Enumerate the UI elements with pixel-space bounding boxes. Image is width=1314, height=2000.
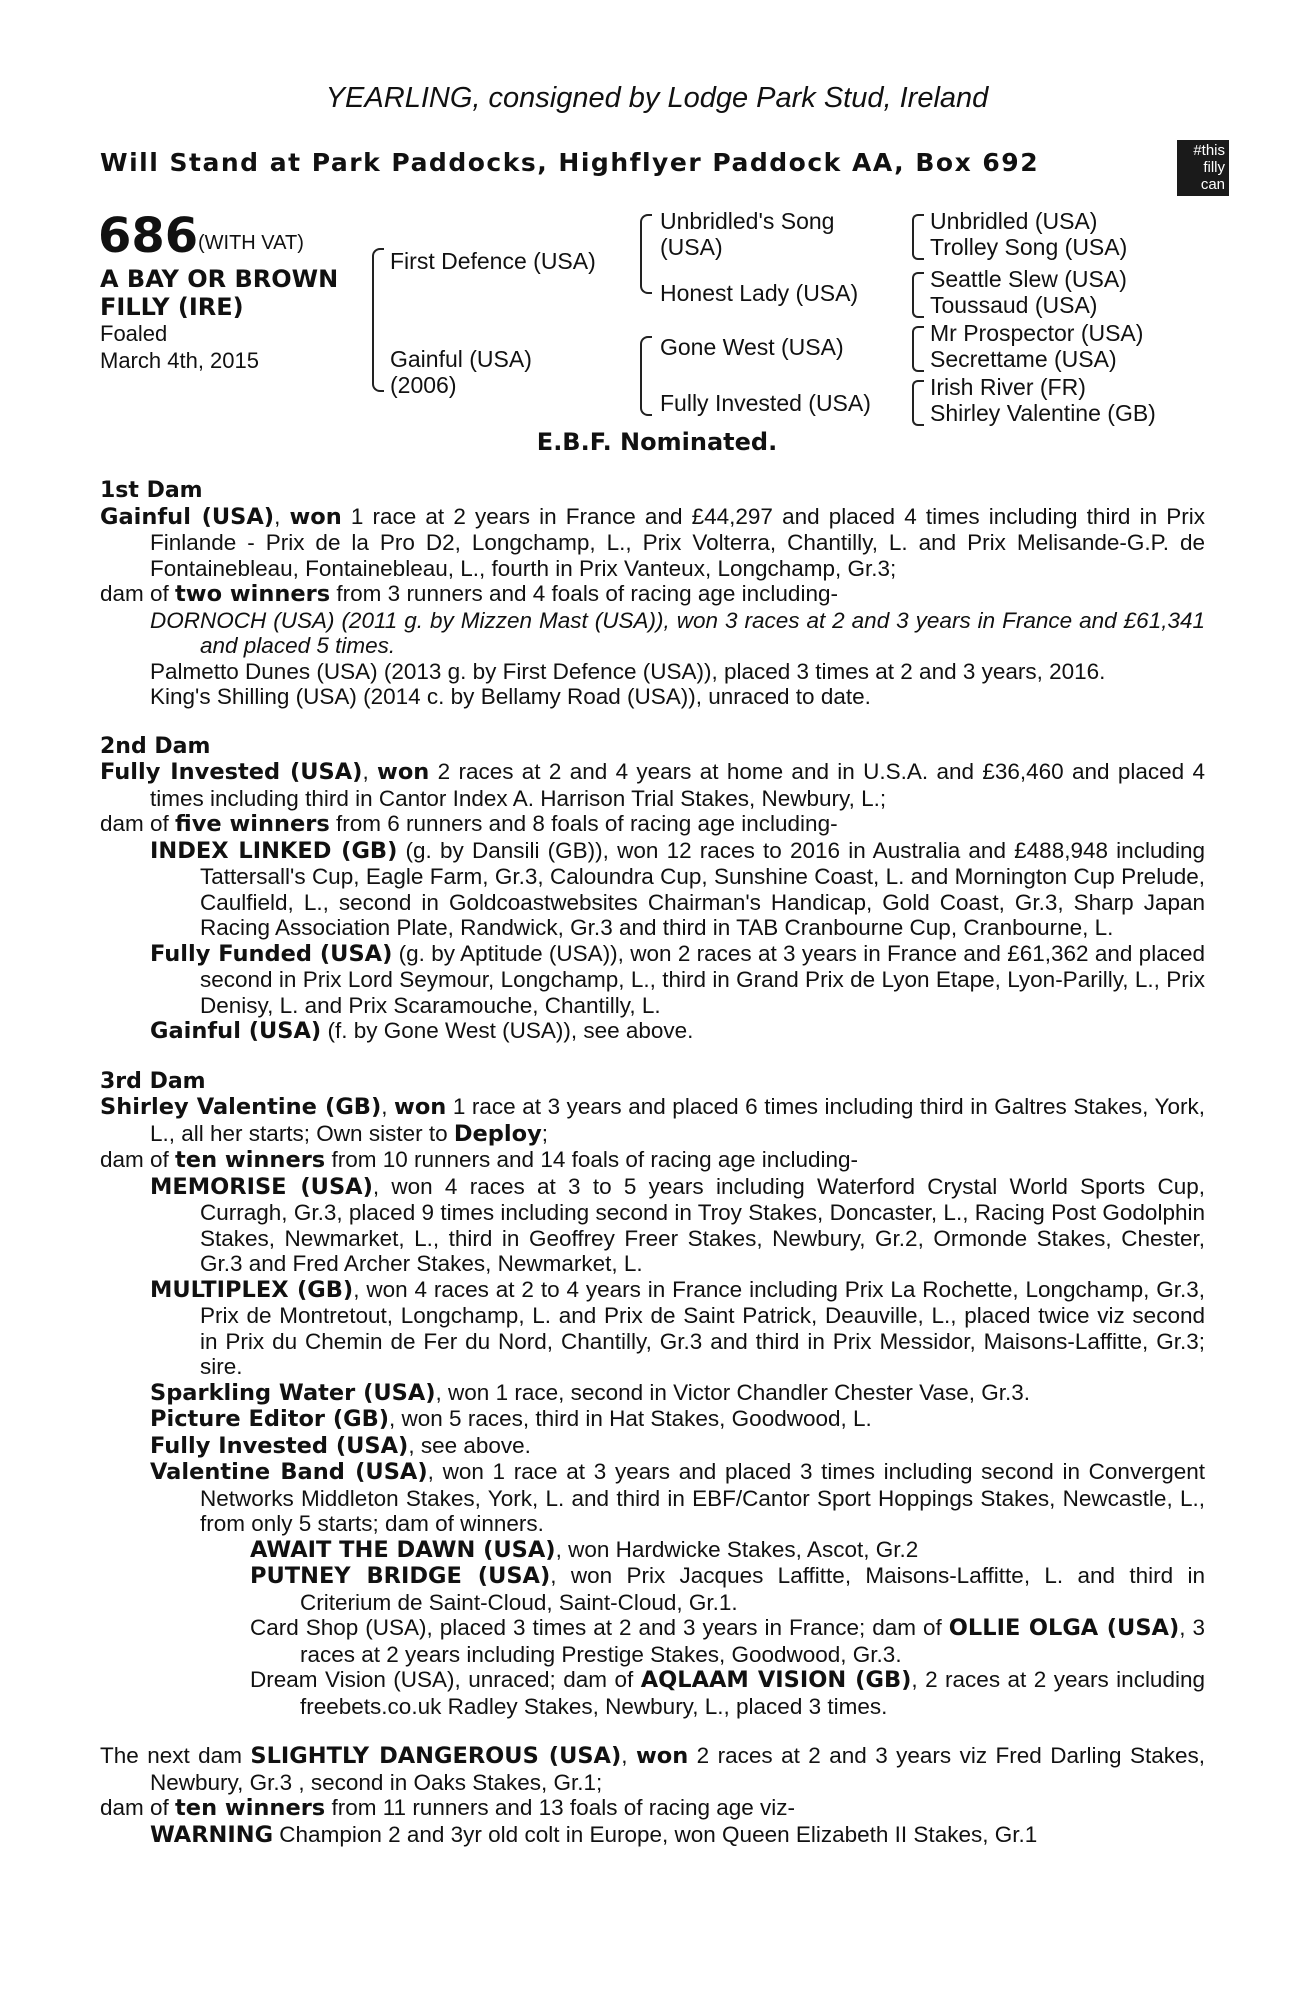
grandfoal-entry: Card Shop (USA), placed 3 times at 2 and 3 years in France; dam of OLLIE OLGA (USA), 3 races at 2 years including Prestige Stakes, Goodwood, Gr.3. xyxy=(250,1615,1205,1667)
next-dam-record: The next dam SLIGHTLY DANGEROUS (USA), won 2 races at 2 and 3 years viz Fred Darling Stakes, Newbury, Gr.3 , second in Oaks Stakes, Gr.1; xyxy=(100,1743,1206,1795)
grandfoal-entry: PUTNEY BRIDGE (USA), won Prix Jacques Laffitte, Maisons-Laffitte, L. and third in Criterium de Saint-Cloud, Saint-Cloud, Gr.1. xyxy=(250,1563,1205,1615)
sale-header: YEARLING, consigned by Lodge Park Stud, Ireland xyxy=(325,82,989,114)
sire-dam-dam: Toussaud (USA) xyxy=(930,292,1098,318)
foal-entry: INDEX LINKED (GB) (g. by Dansili (GB)), won 12 races to 2016 in Australia and £488,948 including Tattersall's Cup, Eagle Farm, Gr.3, Caloundra Cup, Sunshine Coast, L. and Mornington Cup Prelude, Caulfield, L., second in Goldcoastwebsites Chairman's Handicap, Gold Coast, Gr.3, Sharp Japan Racing Association Plate, Randwick, Gr.3 and third in TAB Cranbourne Cup, Cranbourne, L. xyxy=(150,837,1205,940)
sire-sire-sire: Unbridled (USA) xyxy=(930,208,1098,234)
second-dam-heading: 2nd Dam xyxy=(100,733,211,759)
foal-entry: Palmetto Dunes (USA) (2013 g. by First Defence (USA)), placed 3 times at 2 and 3 years, 2016. xyxy=(150,658,1106,684)
foal-entry: DORNOCH (USA) (2011 g. by Mizzen Mast (USA)), won 3 races at 2 and 3 years in France and £61,341 and placed 5 times. xyxy=(150,607,1205,658)
grandfoal-entry: AWAIT THE DAWN (USA), won Hardwicke Stakes, Ascot, Gr.2 xyxy=(250,1536,919,1563)
grandfoal-entry: Dream Vision (USA), unraced; dam of AQLAAM VISION (GB), 2 races at 2 years including freebets.co.uk Radley Stakes, Newbury, L., placed 3 times. xyxy=(250,1667,1205,1719)
dam-sire: Gone West (USA) xyxy=(660,334,844,360)
second-dam-produce: dam of five winners from 6 runners and 8 foals of racing age including- xyxy=(100,811,838,837)
foal-entry: WARNING Champion 2 and 3yr old colt in Europe, won Queen Elizabeth II Stakes, Gr.1 xyxy=(150,1821,1038,1848)
stand-location: Will Stand at Park Paddocks, Highflyer Paddock AA, Box 692 xyxy=(100,148,1040,177)
foal-entry: MEMORISE (USA), won 4 races at 3 to 5 years including Waterford Crystal World Sports Cup, Curragh, Gr.3, placed 9 times including second in Troy Stakes, Doncaster, L., Racing Post Godolphin Stakes, Newmarket, L., third in Geoffrey Freer Stakes, Newbury, Gr.2, Ormonde Stakes, Chester, Gr.3 and Fred Archer Stakes, Newmarket, L. xyxy=(150,1173,1205,1276)
brace xyxy=(640,214,652,294)
dam-sire-dam: Secrettame (USA) xyxy=(930,346,1117,372)
brace xyxy=(912,380,924,426)
brace xyxy=(912,272,924,318)
sire-sire: Unbridled's Song (USA) xyxy=(660,208,835,260)
dam-dam-dam: Shirley Valentine (GB) xyxy=(930,400,1156,426)
catalogue-body xyxy=(100,478,1205,1848)
first-dam-record: Gainful (USA), won 1 race at 2 years in France and £44,297 and placed 4 times including third in Prix Finlande - Prix de la Pro D2, Longchamp, L., Prix Volterra, Chantilly, L. and Prix Melisande-G.P. de Fontainebleau, Fontainebleau, L., fourth in Prix Vanteux, Longchamp, Gr.3; xyxy=(100,503,1205,581)
foal-entry: Fully Invested (USA), see above. xyxy=(150,1432,531,1459)
this-filly-can-logo: #this filly can xyxy=(1177,140,1229,196)
sire: First Defence (USA) xyxy=(390,248,596,274)
dam-dam-sire: Irish River (FR) xyxy=(930,374,1086,400)
first-dam-heading: 1st Dam xyxy=(100,478,203,503)
sire-sire-dam: Trolley Song (USA) xyxy=(930,234,1128,260)
brace xyxy=(912,214,924,260)
foal-entry: Fully Funded (USA) (g. by Aptitude (USA)), won 2 races at 3 years in France and £61,362 and placed second in Prix Lord Seymour, Longchamp, L., third in Grand Prix de Lyon Etape, Lyon-Parilly, L., Prix Denisy, L. and Prix Scaramouche, Chantilly, L. xyxy=(150,940,1205,1018)
third-dam-heading: 3rd Dam xyxy=(100,1068,206,1094)
brace xyxy=(912,326,924,372)
dam: Gainful (USA) xyxy=(390,346,532,372)
foal-entry: MULTIPLEX (GB), won 4 races at 2 to 4 years in France including Prix La Rochette, Longchamp, Gr.3, Prix de Montretout, Longchamp, L. and Prix de Saint Patrick, Deauville, L., placed twice viz second in Prix du Chemin de Fer du Nord, Chantilly, Gr.3 and third in Prix Messidor, Maisons-Laffitte, Gr.3; sire. xyxy=(150,1276,1205,1379)
brace xyxy=(640,336,652,416)
foal-entry: King's Shilling (USA) (2014 c. by Bellamy Road (USA)), unraced to date. xyxy=(150,684,871,709)
dam-year: (2006) xyxy=(390,372,457,398)
third-dam-record: Shirley Valentine (GB), won 1 race at 3 years and placed 6 times including third in Galtres Stakes, York, L., all her starts; Own sister to Deploy; xyxy=(100,1094,1205,1147)
ebf-nomination: E.B.F. Nominated. xyxy=(536,428,778,456)
lot-description: A BAY OR BROWN FILLY (IRE) xyxy=(100,265,339,321)
dam-dam: Fully Invested (USA) xyxy=(660,390,871,416)
sire-dam-sire: Seattle Slew (USA) xyxy=(930,266,1127,292)
vat-note: (WITH VAT) xyxy=(198,232,304,254)
dam-sire-sire: Mr Prospector (USA) xyxy=(930,320,1144,346)
foal-entry: Picture Editor (GB), won 5 races, third in Hat Stakes, Goodwood, L. xyxy=(150,1406,872,1432)
foal-entry: Valentine Band (USA), won 1 race at 3 years and placed 3 times including second in Convergent Networks Middleton Stakes, York, L. and third in EBF/Cantor Sport Hoppings Stakes, Newcastle, L., from only 5 starts; dam of winners. xyxy=(150,1459,1205,1536)
sire-dam: Honest Lady (USA) xyxy=(660,280,859,306)
second-dam-record: Fully Invested (USA), won 2 races at 2 and 4 years at home and in U.S.A. and £36,460 and placed 4 times including third in Cantor Index A. Harrison Trial Stakes, Newbury, L.; xyxy=(100,759,1205,811)
next-dam-produce: dam of ten winners from 11 runners and 13 foals of racing age viz- xyxy=(100,1795,796,1821)
foal-entry: Sparkling Water (USA), won 1 race, second in Victor Chandler Chester Vase, Gr.3. xyxy=(150,1379,1031,1406)
brace xyxy=(372,248,384,392)
first-dam-produce: dam of two winners from 3 runners and 4 foals of racing age including- xyxy=(100,581,838,607)
foal-entry: Gainful (USA) (f. by Gone West (USA)), see above. xyxy=(150,1018,694,1044)
foaled-info: Foaled March 4th, 2015 xyxy=(100,321,259,373)
lot-number: 686 xyxy=(98,208,199,264)
third-dam-produce: dam of ten winners from 10 runners and 14 foals of racing age including- xyxy=(100,1147,859,1173)
